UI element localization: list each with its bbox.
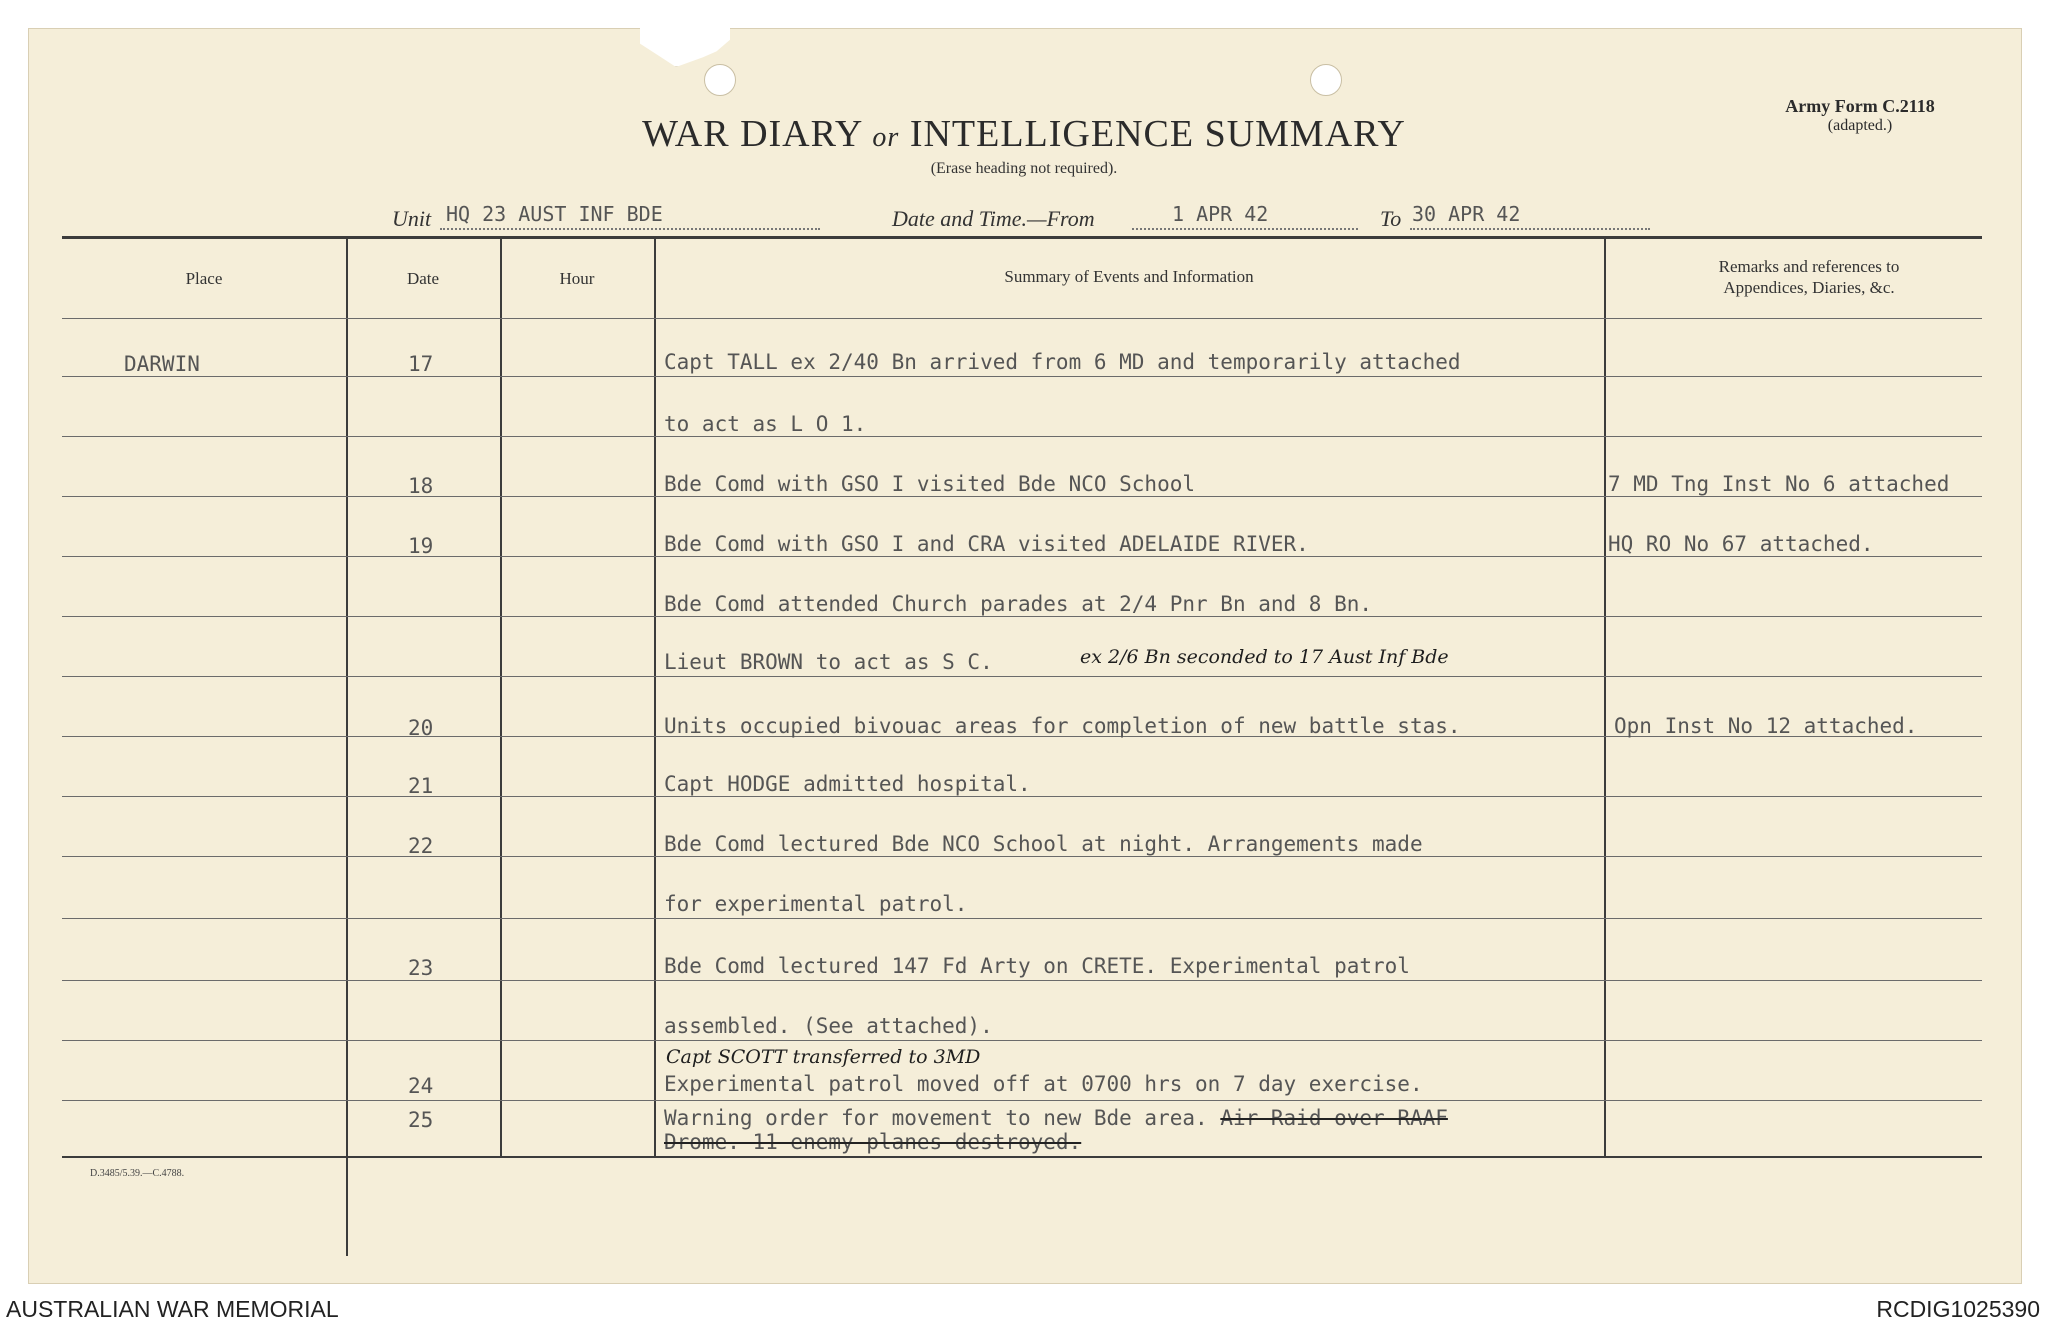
summary-cell: Lieut BROWN to act as S C. [664,650,993,674]
row-rule [62,676,1982,677]
title-part2: INTELLIGENCE SUMMARY [909,113,1406,155]
col-header-remarks [1604,256,2014,298]
title-or: or [872,122,900,153]
remarks-cell: HQ RO No 67 attached. [1608,532,1874,556]
unit-value: HQ 23 AUST INF BDE [446,202,663,226]
summary-cell: Capt HODGE admitted hospital. [664,772,1031,796]
table-bottom-rule [62,1156,1982,1158]
summary-cell: Bde Comd with GSO I visited Bde NCO School [664,472,1196,496]
summary-cell: Bde Comd attended Church parades at 2/4 Pnr Bn and 8 Bn. [664,592,1373,616]
date-to-dotted-line [1410,228,1650,230]
date-from-label: Date and Time.—From [892,206,1095,231]
summary-cell: for experimental patrol. [664,892,968,916]
summary-cell: Experimental patrol moved off at 0700 hrs on 7 day exercise. [664,1072,1423,1096]
col-header-hour: Hour [559,269,595,288]
row-rule [62,1100,1982,1101]
struck-text: Air Raid over RAAF [1220,1106,1448,1130]
row-rule [62,1040,1982,1041]
punch-hole-right [1310,64,1342,96]
punch-hole-left [704,64,736,96]
row-rule [62,918,1982,919]
struck-text: Drome. 11 enemy planes destroyed. [664,1130,1082,1154]
table-top-rule [62,236,1982,239]
row-rule [62,556,1982,557]
erase-note: (Erase heading not required). [930,160,1118,177]
date-cell: 19 [408,534,434,558]
summary-cell: Bde Comd with GSO I and CRA visited ADELAIDE RIVER. [664,532,1309,556]
date-to-label: To [1380,206,1402,231]
unit-dotted-line [440,228,820,230]
summary-cell: Bde Comd lectured Bde NCO School at night. Arrangements made [664,832,1423,856]
col-header-date: Date [406,269,440,288]
handwritten-annotation: ex 2/6 Bn seconded to 17 Aust Inf Bde [1080,646,1449,668]
summary-cell: Units occupied bivouac areas for completion of new battle stas. [664,714,1461,738]
army-form-number: Army Form C.2118 [1785,96,1935,116]
col-header-summary: Summary of Events and Information [1004,267,1254,286]
summary-cell [664,1106,1448,1130]
col-header-remarks-line1: Remarks and references to [1718,257,1900,276]
date-cell: 22 [408,834,434,858]
footer-credit: AUSTRALIAN WAR MEMORIAL [6,1296,339,1322]
date-from-dotted-line [1132,228,1358,230]
summary-text: Warning order for movement to new Bde area. [664,1106,1208,1130]
title-part1: WAR DIARY [642,113,862,155]
row-rule [62,616,1982,617]
date-cell: 21 [408,774,434,798]
remarks-cell: 7 MD Tng Inst No 6 attached [1608,472,1950,496]
date-from-value: 1 APR 42 [1172,202,1269,226]
date-cell: 18 [408,474,434,498]
army-form-adapted: (adapted.) [1827,117,1893,134]
row-rule [62,376,1982,377]
date-cell: 25 [408,1108,434,1132]
row-rule [62,856,1982,857]
row-rule [62,436,1982,437]
row-rule [62,796,1982,797]
form-code: D.3485/5.39.—C.4788. [90,1168,185,1179]
army-form-label [1740,96,1980,136]
date-cell: 17 [408,352,434,376]
place-cell: DARWIN [124,352,200,376]
summary-cell: Capt TALL ex 2/40 Bn arrived from 6 MD and temporarily attached [664,350,1461,374]
row-rule [62,980,1982,981]
row-rule [62,318,1982,319]
summary-cell: to act as L O 1. [664,412,867,436]
date-to-value: 30 APR 42 [1412,202,1521,226]
date-cell: 20 [408,716,434,740]
remarks-cell: Opn Inst No 12 attached. [1614,714,1918,738]
date-cell: 24 [408,1074,434,1098]
handwritten-annotation: Capt SCOTT transferred to 3MD [666,1046,981,1068]
col-header-place: Place [185,269,223,288]
date-cell: 23 [408,956,434,980]
col-divider-1 [346,238,348,1256]
unit-label: Unit [392,206,432,231]
footer-id: RCDIG1025390 [1876,1296,2040,1322]
col-header-remarks-line2: Appendices, Diaries, &c. [1723,278,1895,297]
row-rule [62,496,1982,497]
summary-cell: assembled. (See attached). [664,1014,993,1038]
summary-cell: Bde Comd lectured 147 Fd Arty on CRETE. Experimental patrol [664,954,1410,978]
